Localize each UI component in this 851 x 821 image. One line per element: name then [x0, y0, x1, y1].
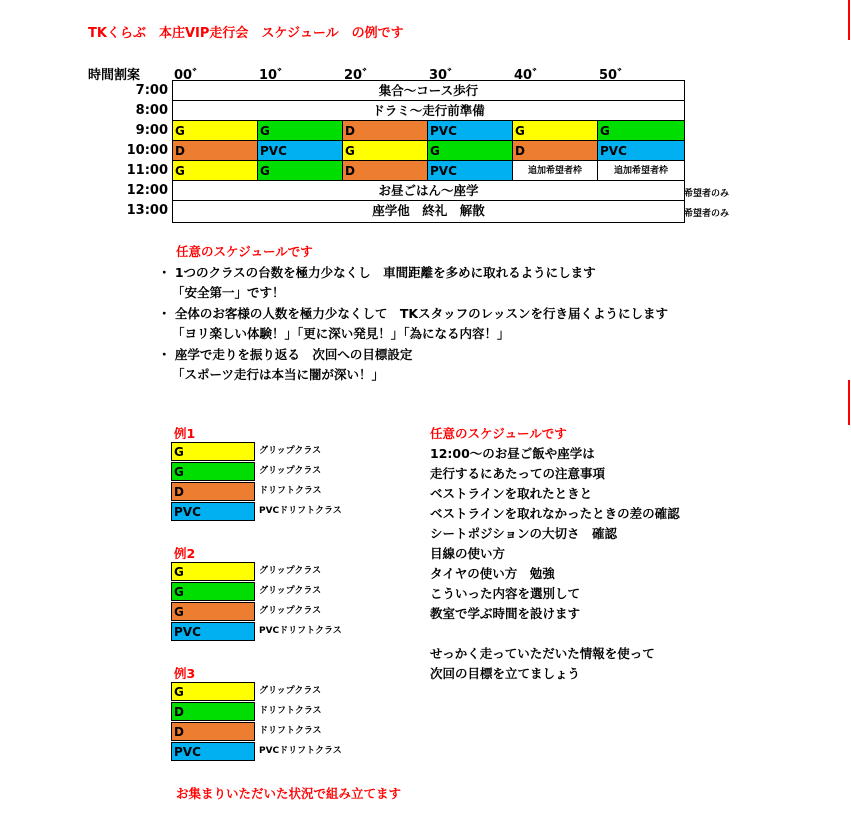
schedule-row — [173, 161, 684, 181]
schedule-merged-cell: 座学他 終礼 解散 — [372, 203, 485, 218]
schedule-slot: PVC — [428, 121, 513, 140]
schedule-slot: G — [428, 141, 513, 160]
minute-header: 30゛ — [429, 68, 461, 83]
minute-header: 20゛ — [344, 68, 376, 83]
row-side-note: 希望者のみ — [684, 209, 730, 219]
right-notes-line: ベストラインを取れたときと — [430, 486, 593, 501]
schedule-slot: PVC — [598, 141, 684, 160]
minute-header: 00゛ — [174, 68, 206, 83]
minute-header: 50゛ — [599, 68, 631, 83]
page-title: TKくらぶ 本庄VIP走行会 スケジュール の例です — [88, 26, 404, 41]
class-label: PVCドリフトクラス — [259, 506, 342, 516]
class-swatch: G — [171, 682, 255, 701]
class-label: グリップクラス — [259, 466, 322, 476]
schedule-merged-cell: 集合～コース歩行 — [378, 83, 479, 98]
time-label: 10:00 — [126, 143, 168, 158]
example-title: 例2 — [174, 546, 196, 561]
schedule-slot: G — [258, 121, 343, 140]
notes-line: 「スポーツ走行は本当に闇が深い！」 — [172, 367, 385, 382]
time-label: 12:00 — [126, 183, 168, 198]
class-label: グリップクラス — [259, 606, 322, 616]
time-label: 8:00 — [135, 103, 168, 118]
right-notes-line: 走行するにあたっての注意事項 — [430, 466, 606, 481]
schedule-slot: D — [173, 141, 258, 160]
notes-line: 「安全第一」です！ — [172, 285, 285, 300]
time-label: 13:00 — [126, 203, 168, 218]
schedule-row — [173, 181, 684, 201]
notes-heading: 任意のスケジュールです — [176, 244, 313, 259]
example-title: 例1 — [174, 426, 196, 441]
class-label: ドリフトクラス — [259, 726, 322, 736]
right-notes-line: ベストラインを取れなかったときの差の確認 — [430, 506, 680, 521]
example-title: 例3 — [174, 666, 196, 681]
class-swatch: G — [171, 582, 255, 601]
class-swatch: G — [171, 442, 255, 461]
minute-header: 10゛ — [259, 68, 291, 83]
right-notes-line: 次回の目標を立てましょう — [430, 666, 581, 681]
right-notes-line: 目線の使い方 — [430, 546, 506, 561]
page-edge-marker — [848, 380, 850, 425]
class-label: PVCドリフトクラス — [259, 626, 342, 636]
schedule-slot: G — [173, 161, 258, 180]
right-notes-line: 教室で学ぶ時間を設けます — [430, 606, 581, 621]
class-label: グリップクラス — [259, 586, 322, 596]
notes-line: 「ヨリ楽しい体験！」「更に深い発見！」「為になる内容！」 — [172, 326, 510, 341]
right-notes-line: せっかく走っていただいた情報を使って — [430, 646, 655, 661]
right-notes-line: タイヤの使い方 勉強 — [430, 566, 555, 581]
class-label: グリップクラス — [259, 566, 322, 576]
class-label: グリップクラス — [259, 686, 322, 696]
time-label: 11:00 — [126, 163, 168, 178]
schedule-merged-cell: お昼ごはん～座学 — [378, 183, 479, 198]
schedule-slot: 追加希望者枠 — [598, 161, 684, 180]
class-swatch: G — [171, 602, 255, 621]
notes-line: ・ 全体のお客様の人数を極力少なくして TKスタッフのレッスンを行き届くようにします — [158, 306, 668, 321]
page-edge-marker — [848, 0, 850, 40]
schedule-slot: D — [513, 141, 598, 160]
class-label: グリップクラス — [259, 446, 322, 456]
schedule-row — [173, 101, 684, 121]
notes-line: ・ 座学で走りを振り返る 次回への目標設定 — [158, 347, 413, 362]
schedule-slot: G — [173, 121, 258, 140]
schedule-slot: G — [513, 121, 598, 140]
schedule-row — [173, 121, 684, 141]
time-label: 7:00 — [135, 83, 168, 98]
schedule-slot: D — [343, 161, 428, 180]
schedule-row — [173, 81, 684, 101]
schedule-slot: G — [343, 141, 428, 160]
schedule-row — [173, 201, 684, 222]
class-label: ドリフトクラス — [259, 706, 322, 716]
schedule-slot: 追加希望者枠 — [513, 161, 598, 180]
schedule-slot: G — [258, 161, 343, 180]
class-swatch: D — [171, 722, 255, 741]
class-label: ドリフトクラス — [259, 486, 322, 496]
footer-note: お集まりいただいた状況で組み立てます — [176, 786, 402, 801]
class-swatch: PVC — [171, 742, 255, 761]
right-notes-line: こういった内容を選別して — [430, 586, 581, 601]
minute-header: 40゛ — [514, 68, 546, 83]
row-side-note: 希望者のみ — [684, 189, 730, 199]
right-notes-line: シートポジションの大切さ 確認 — [430, 526, 617, 541]
schedule-merged-cell: ドラミ～走行前準備 — [372, 103, 485, 118]
notes-line: ・ 1つのクラスの台数を極力少なくし 車間距離を多めに取れるようにします — [158, 265, 596, 280]
class-swatch: PVC — [171, 622, 255, 641]
class-swatch: G — [171, 462, 255, 481]
class-swatch: G — [171, 562, 255, 581]
class-swatch: D — [171, 482, 255, 501]
schedule-slot: D — [343, 121, 428, 140]
time-label: 9:00 — [135, 123, 168, 138]
schedule-slot: G — [598, 121, 684, 140]
right-notes-heading: 任意のスケジュールです — [430, 426, 567, 441]
schedule-row — [173, 141, 684, 161]
class-label: PVCドリフトクラス — [259, 746, 342, 756]
schedule-slot: PVC — [258, 141, 343, 160]
schedule-table — [172, 80, 685, 223]
class-swatch: D — [171, 702, 255, 721]
right-notes-line: 12:00～のお昼ご飯や座学は — [430, 446, 595, 461]
class-swatch: PVC — [171, 502, 255, 521]
schedule-slot: PVC — [428, 161, 513, 180]
timetable-header-label: 時間割案 — [88, 68, 141, 83]
